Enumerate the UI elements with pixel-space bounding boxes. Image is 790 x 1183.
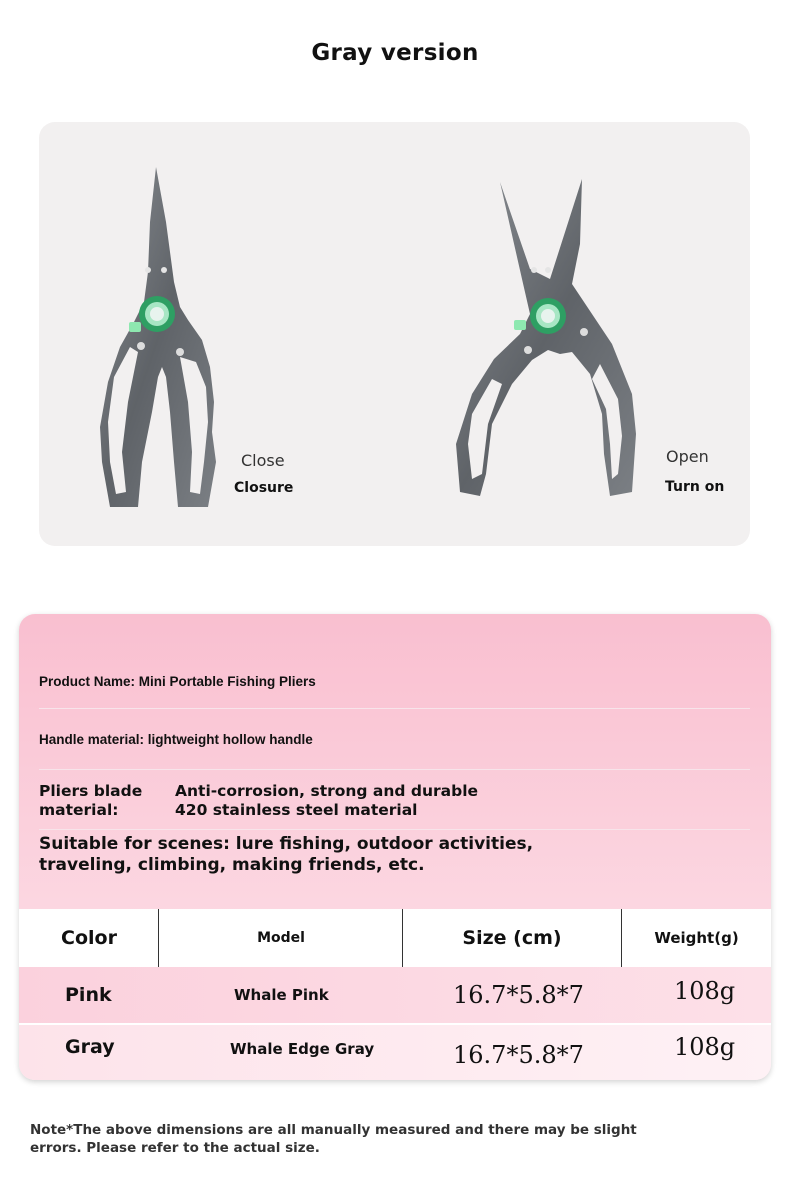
cell-color: Pink	[65, 984, 112, 1006]
header-weight: Weight(g)	[654, 929, 739, 947]
measurement-note: Note*The above dimensions are all manually measured and there may be slight errors. Please refer to the actual size.	[30, 1122, 637, 1156]
open-pliers-image	[432, 174, 642, 504]
product-photo-panel	[39, 122, 750, 546]
header-size: Size (cm)	[462, 927, 562, 949]
cell-model: Whale Pink	[234, 986, 329, 1004]
spec-divider	[39, 829, 750, 830]
closure-label: Closure	[234, 480, 294, 496]
cell-color: Gray	[65, 1036, 115, 1058]
table-row	[19, 1023, 771, 1080]
cell-size: 16.7*5.8*7	[453, 1041, 584, 1069]
suitable-scenes-spec: Suitable for scenes: lure fishing, outdoor activities, traveling, climbing, making friends, etc.	[39, 834, 534, 875]
blade-material-label: Pliers blade material:	[39, 782, 143, 819]
close-label: Close	[241, 451, 285, 470]
page-title: Gray version	[311, 40, 479, 66]
table-row	[19, 967, 771, 1023]
spec-table	[19, 909, 771, 1080]
table-header	[19, 909, 771, 967]
closed-pliers-image	[94, 162, 234, 517]
cell-size: 16.7*5.8*7	[453, 981, 584, 1009]
handle-material-spec: Handle material: lightweight hollow handle	[39, 732, 313, 747]
header-model: Model	[257, 930, 305, 946]
spec-card	[19, 614, 771, 1080]
blade-material-value: Anti-corrosion, strong and durable 420 stainless steel material	[175, 782, 479, 819]
spec-divider	[39, 769, 750, 770]
turn-on-label: Turn on	[665, 479, 725, 495]
cell-weight: 108g	[674, 977, 736, 1005]
cell-weight: 108g	[674, 1033, 736, 1061]
product-name-spec: Product Name: Mini Portable Fishing Pliers	[39, 674, 316, 689]
cell-model: Whale Edge Gray	[230, 1040, 375, 1058]
spec-divider	[39, 708, 750, 709]
open-label: Open	[666, 447, 709, 466]
header-color: Color	[61, 927, 117, 949]
